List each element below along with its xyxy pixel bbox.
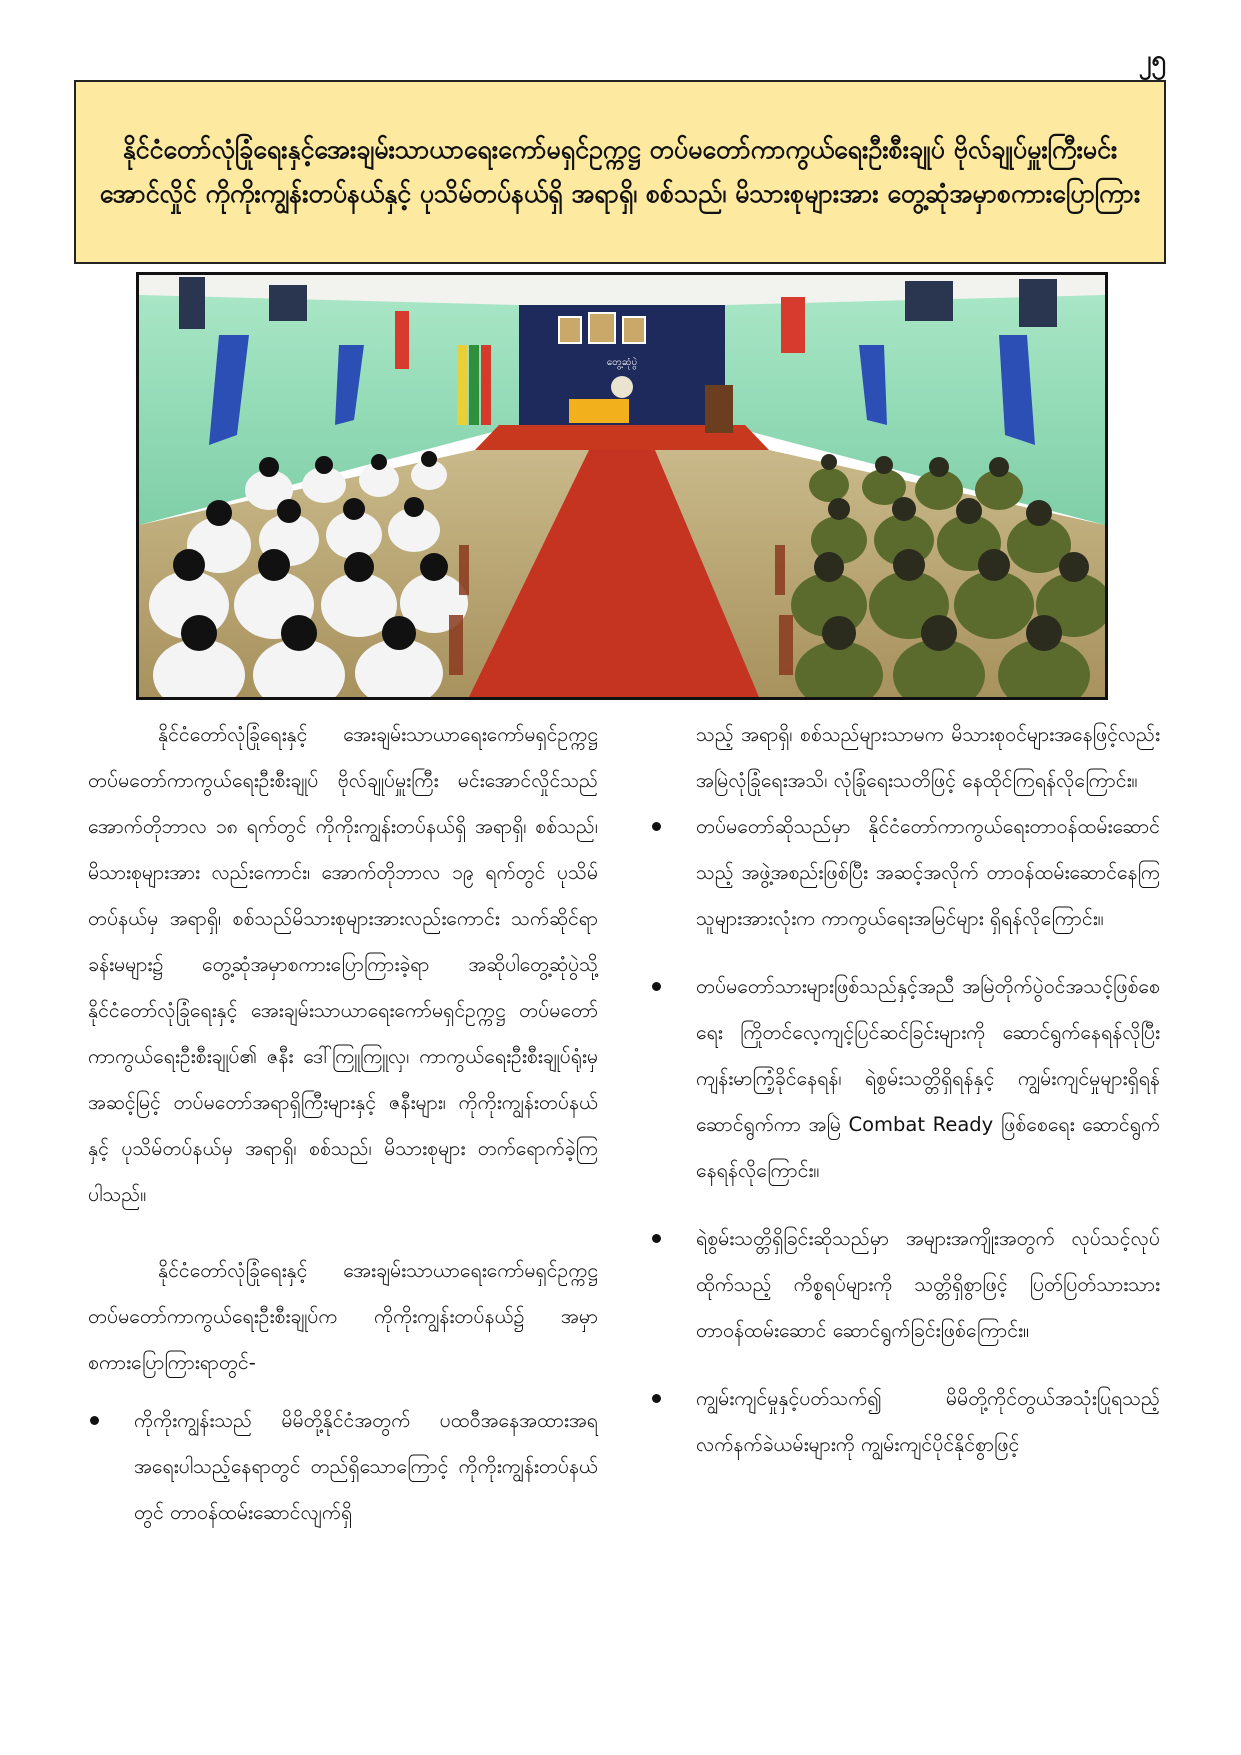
list-item xyxy=(650,1216,1160,1354)
article-paragraph-1: နိုင်ငံတော်လုံခြုံရေးနှင့် အေးချမ်းသာယာရေးကော်မရှင်ဥက္ကဋ္ဌ တပ်မတော်ကာကွယ်ရေးဦးစီးချုပ် ဗိုလ်ချုပ်မှူးကြီး မင်းအောင်လှိုင်သည် အောက်တိုဘာလ ၁၈ ရက်တွင် ကိုကိုးကျွန်းတပ်နယ်ရှိ အရာရှိ၊ စစ်သည်၊ မိသားစုများအား လည်းကောင်း၊ အောက်တိုဘာလ ၁၉ ရက်တွင် ပုသိမ်တပ်နယ်မှ အရာရှိ၊ စစ်သည်မိသားစုများအားလည်းကောင်း သက်ဆိုင်ရာခန်းမများ၌ တွေ့ဆုံအမှာစကားပြောကြားခဲ့ရာ အဆိုပါတွေ့ဆုံပွဲသို့ နိုင်ငံတော်လုံခြုံရေးနှင့် အေးချမ်းသာယာရေးကော်မရှင်ဥက္ကဋ္ဌ တပ်မတော်ကာကွယ်ရေးဦးစီးချုပ်၏ ဇနီး ဒေါ်ကြူကြူလှ၊ ကာကွယ်ရေးဦးစီးချုပ်ရုံးမှ အဆင့်မြင့် တပ်မတော်အရာရှိကြီးများနှင့် ဇနီးများ၊ ကိုကိုးကျွန်းတပ်နယ်နှင့် ပုသိမ်တပ်နယ်မှ အရာရှိ၊ စစ်သည်၊ မိသားစုများ တက်ရောက်ခဲ့ကြပါသည်။ xyxy=(88,723,598,1206)
page-number: ၂၅ xyxy=(1138,45,1166,75)
article-paragraph-2: နိုင်ငံတော်လုံခြုံရေးနှင့် အေးချမ်းသာယာရေးကော်မရှင်ဥက္ကဋ္ဌ တပ်မတော်ကာကွယ်ရေးဦးစီးချုပ်က ကိုကိုးကျွန်းတပ်နယ်၌ အမှာစကားပြောကြားရာတွင်- xyxy=(88,1259,598,1374)
headline-box xyxy=(74,80,1166,264)
bullet-icon xyxy=(652,822,661,831)
news-photo xyxy=(136,272,1108,700)
bullet-text: ရဲစွမ်းသတ္တိရှိခြင်းဆိုသည်မှာ အများအကျိုးအတွက် လုပ်သင့်လုပ်ထိုက်သည့် ကိစ္စရပ်များကို သတ္တိရှိစွာဖြင့် ပြတ်ပြတ်သားသားတာဝန်ထမ်းဆောင် ဆောင်ရွက်ခြင်းဖြစ်ကြောင်း။ xyxy=(696,1227,1160,1342)
list-item xyxy=(650,1376,1160,1468)
bullet-text: ကျွမ်းကျင်မှုနှင့်ပတ်သက်၍ မိမိတို့ကိုင်တွယ်အသုံးပြုရသည့် လက်နက်ခဲယမ်းများကို ကျွမ်းကျင်ပိုင်နိုင်စွာဖြင့် xyxy=(696,1387,1160,1456)
bullet-icon xyxy=(652,1234,661,1243)
stage-banner: တွေ့ဆုံပွဲ xyxy=(606,357,638,368)
bullet-icon xyxy=(652,1394,661,1403)
list-item xyxy=(650,804,1160,942)
bullet-text: တပ်မတော်ဆိုသည်မှာ နိုင်ငံတော်ကာကွယ်ရေးတာဝန်ထမ်းဆောင်သည့် အဖွဲ့အစည်းဖြစ်ပြီး အဆင့်အလိုက် တာဝန်ထမ်းဆောင်နေကြသူများအားလုံးက ကာကွယ်ရေးအမြင်များ ရှိရန်လိုကြောင်း။ xyxy=(696,815,1160,930)
meeting-hall-photo xyxy=(139,275,1105,697)
bullet-list-left xyxy=(88,1398,598,1536)
headline: နိုင်ငံတော်လုံခြုံရေးနှင့်အေးချမ်းသာယာရေးကော်မရှင်ဥက္ကဋ္ဌ တပ်မတော်ကာကွယ်ရေးဦးစီးချုပ် ဗိုလ်ချုပ်မှူးကြီးမင်းအောင်လှိုင် ကိုကိုးကျွန်းတပ်နယ်နှင့် ပုသိမ်တပ်နယ်ရှိ အရာရှိ၊ စစ်သည်၊ မိသားစုများအား တွေ့ဆုံအမှာစကားပြောကြား xyxy=(99,135,1141,208)
bullet-list-right xyxy=(650,804,1160,1468)
bullet-text: ကိုကိုးကျွန်းသည် မိမိတို့နိုင်ငံအတွက် ပထဝီအနေအထားအရ အရေးပါသည့်နေရာတွင် တည်ရှိသောကြောင့် ကိုကိုးကျွန်းတပ်နယ်တွင် တာဝန်ထမ်းဆောင်လျက်ရှိ xyxy=(134,1409,598,1524)
list-item xyxy=(88,1398,598,1536)
article-right-column xyxy=(650,712,1160,1490)
bullet-icon xyxy=(652,982,661,991)
bullet-continuation: သည့် အရာရှိ၊ စစ်သည်များသာမက မိသားစုဝင်များအနေဖြင့်လည်း အမြဲလုံခြုံရေးအသိ၊ လုံခြုံရေးသတိဖြင့် နေထိုင်ကြရန်လိုကြောင်း။ xyxy=(696,723,1160,792)
list-item xyxy=(650,964,1160,1194)
bullet-text: တပ်မတော်သားများဖြစ်သည်နှင့်အညီ အမြဲတိုက်ပွဲဝင်အသင့်ဖြစ်စေရေး ကြိုတင်လေ့ကျင့်ပြင်ဆင်ခြင်းများကို ဆောင်ရွက်နေရန်လိုပြီး ကျန်းမာကြံ့ခိုင်နေရန်၊ ရဲစွမ်းသတ္တိရှိရန်နှင့် ကျွမ်းကျင်မှုများရှိရန် ဆောင်ရွက်ကာ အမြဲ Combat Ready ဖြစ်စေရေး ဆောင်ရွက်နေရန်လိုကြောင်း။ xyxy=(696,975,1160,1182)
article-left-column xyxy=(88,712,598,1558)
bullet-icon xyxy=(90,1416,99,1425)
